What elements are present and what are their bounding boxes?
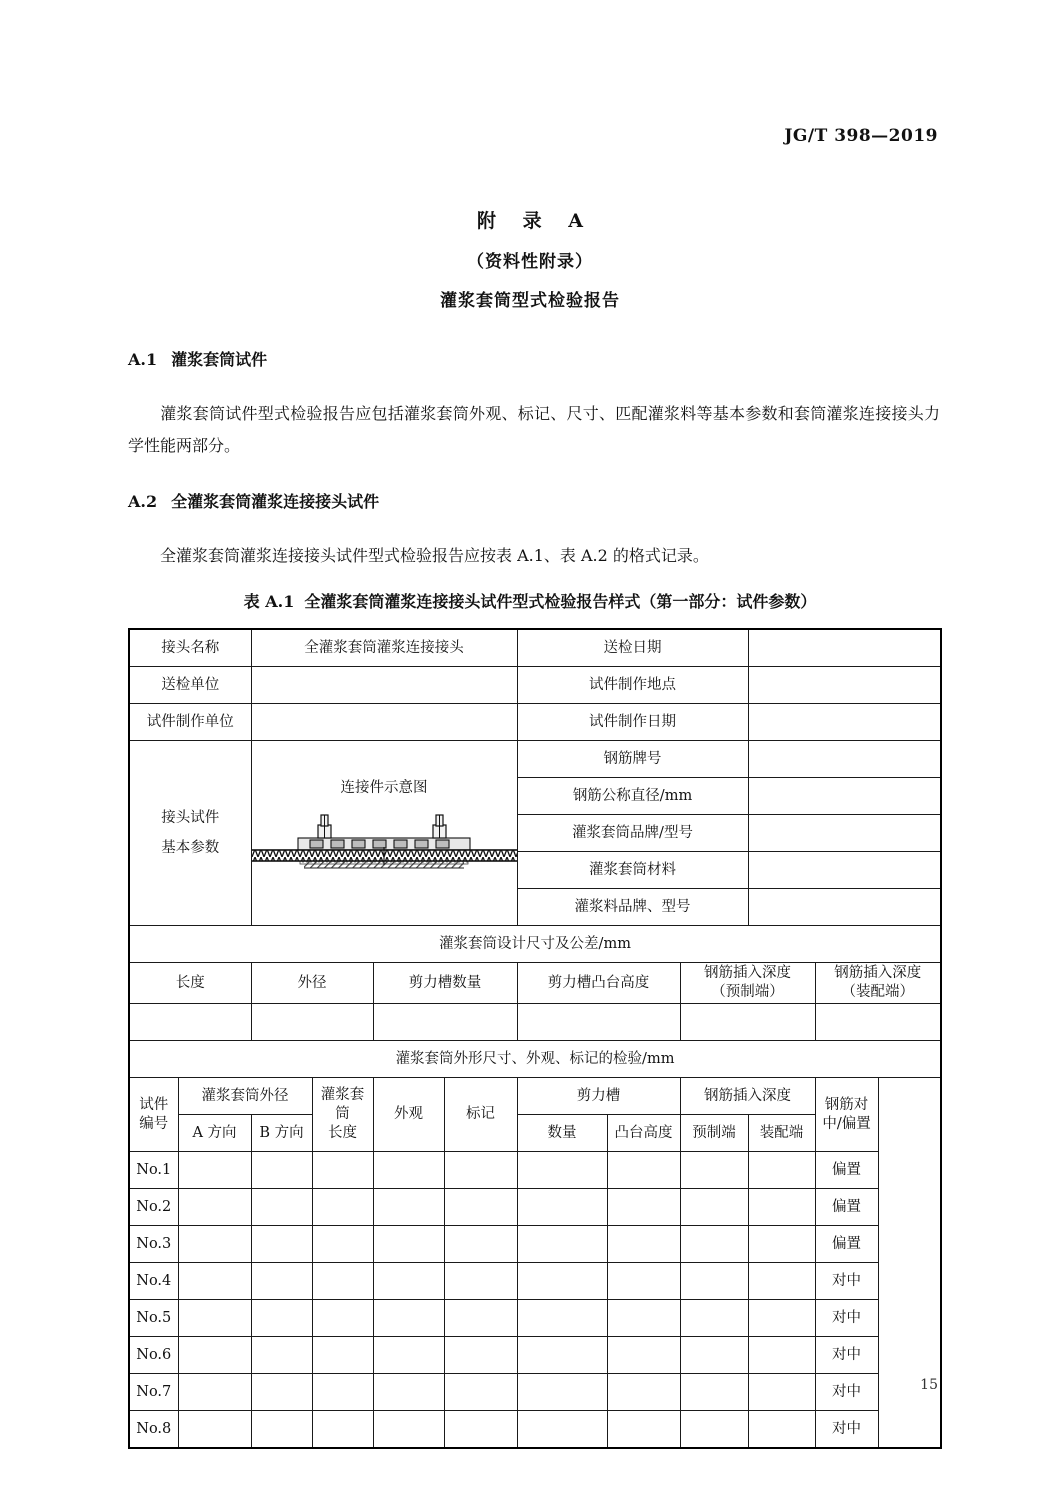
cell-no: No.5 [129, 1300, 178, 1337]
cell-shear_height[interactable] [607, 1374, 680, 1411]
cell-embed_assembly[interactable] [748, 1411, 815, 1449]
specimen-rows-body [129, 1152, 941, 1449]
value-design-embed-assembly[interactable] [815, 1004, 941, 1041]
section-heading-a2 [128, 489, 379, 512]
table-caption-number: 表 A.1 [243, 592, 295, 611]
cell-appearance[interactable] [373, 1152, 444, 1189]
label-specimen-date: 试件制作日期 [517, 704, 748, 741]
cell-alignment[interactable]: 对中 [815, 1263, 878, 1300]
label-basic-parameters-line1: 接头试件 [161, 810, 220, 826]
header-design-shear-height-line1: 剪力槽凸台高度 [547, 974, 650, 991]
form-table [128, 628, 942, 1449]
header-design-embed-assembly-line1: 钢筋插入深度 [834, 965, 922, 981]
cell-length[interactable] [312, 1300, 373, 1337]
cell-outer_b[interactable] [251, 1337, 312, 1374]
form-row-specimen-maker [129, 704, 941, 741]
band-inspection: 灌浆套筒外形尺寸、外观、标记的检验/mm [129, 1041, 941, 1078]
value-specimen-place[interactable] [748, 667, 941, 704]
table-row [129, 1411, 941, 1449]
header-appearance: 外观 [373, 1078, 444, 1152]
cell-shear_count[interactable] [517, 1337, 607, 1374]
cell-shear_count[interactable] [517, 1263, 607, 1300]
header-design-embed-assembly-line2: （装配端） [841, 984, 915, 1000]
cell-embed_precast[interactable] [680, 1411, 748, 1449]
header-embed-group: 钢筋插入深度 [680, 1078, 815, 1115]
header-design-shear-count-line1: 剪力槽数量 [408, 974, 482, 991]
header-specimen-no [129, 1078, 178, 1152]
label-basic-parameters-line2: 基本参数 [161, 840, 220, 856]
cell-no: No.3 [129, 1226, 178, 1263]
cell-outer_b[interactable] [251, 1263, 312, 1300]
table-row [129, 1189, 941, 1226]
header-shear-height: 凸台高度 [607, 1115, 680, 1152]
cell-no: No.7 [129, 1374, 178, 1411]
annex-label: 附 录 A [477, 210, 593, 232]
band-design-dimensions: 灌浆套筒设计尺寸及公差/mm [129, 926, 941, 963]
cell-marking[interactable] [444, 1300, 517, 1337]
header-sleeve-length [312, 1078, 373, 1152]
value-specimen-maker[interactable] [251, 704, 517, 741]
form-row-design-values [129, 1004, 941, 1041]
cell-appearance[interactable] [373, 1300, 444, 1337]
cell-outer_b[interactable] [251, 1226, 312, 1263]
cell-alignment[interactable]: 偏置 [815, 1189, 878, 1226]
header-outer-diameter-b: B 方向 [251, 1115, 312, 1152]
cell-outer_a[interactable] [178, 1411, 251, 1449]
cell-alignment[interactable]: 对中 [815, 1300, 878, 1337]
header-design-shear-count [373, 963, 517, 1004]
cell-shear_count[interactable] [517, 1374, 607, 1411]
cell-marking[interactable] [444, 1152, 517, 1189]
header-embed-precast: 预制端 [680, 1115, 748, 1152]
section-paragraph-a2 [128, 540, 940, 572]
cell-embed_precast[interactable] [680, 1263, 748, 1300]
header-outer-diameter-a: A 方向 [178, 1115, 251, 1152]
cell-length[interactable] [312, 1226, 373, 1263]
table-caption [0, 589, 1060, 612]
cell-outer_b[interactable] [251, 1189, 312, 1226]
header-sleeve-length-line1: 灌浆套筒 [320, 1087, 365, 1122]
section-paragraph-a2-text: 全灌浆套筒灌浆连接接头试件型式检验报告应按表 A.1、表 A.2 的格式记录。 [160, 546, 709, 565]
cell-embed_precast[interactable] [680, 1189, 748, 1226]
label-grout-brand-model: 灌浆料品牌、型号 [517, 889, 748, 926]
cell-shear_count[interactable] [517, 1152, 607, 1189]
cell-length[interactable] [312, 1374, 373, 1411]
cell-embed_precast[interactable] [680, 1337, 748, 1374]
form-row-inspect-header-1 [129, 1078, 941, 1115]
table-row [129, 1374, 941, 1411]
header-shear-group: 剪力槽 [517, 1078, 680, 1115]
header-outer-diameter-group: 灌浆套筒外径 [178, 1078, 312, 1115]
cell-shear_height[interactable] [607, 1226, 680, 1263]
header-shear-count: 数量 [517, 1115, 607, 1152]
cell-embed_assembly[interactable] [748, 1374, 815, 1411]
cell-embed_assembly[interactable] [748, 1226, 815, 1263]
label-sleeve-material: 灌浆套筒材料 [517, 852, 748, 889]
cell-outer_a[interactable] [178, 1189, 251, 1226]
label-rebar-grade: 钢筋牌号 [517, 741, 748, 778]
section-number-a2: A.2 [128, 492, 158, 511]
cell-marking[interactable] [444, 1189, 517, 1226]
table-row [129, 1263, 941, 1300]
cell-no: No.2 [129, 1189, 178, 1226]
cell-marking[interactable] [444, 1337, 517, 1374]
cell-no: No.6 [129, 1337, 178, 1374]
value-design-shear-count[interactable] [373, 1004, 517, 1041]
header-design-outer-diameter-line1: 外径 [297, 974, 327, 991]
header-alignment-line2: 中/偏置 [822, 1115, 871, 1132]
header-alignment-line1: 钢筋对 [824, 1096, 869, 1113]
cell-appearance[interactable] [373, 1411, 444, 1449]
cell-shear_count[interactable] [517, 1189, 607, 1226]
value-rebar-diameter[interactable] [748, 778, 941, 815]
header-design-embed-assembly [815, 963, 941, 1004]
value-rebar-grade[interactable] [748, 741, 941, 778]
cell-outer_a[interactable] [178, 1337, 251, 1374]
header-alignment [815, 1078, 878, 1152]
page-number: 15 [920, 1377, 938, 1393]
cell-outer_a[interactable] [178, 1152, 251, 1189]
cell-embed_assembly[interactable] [748, 1337, 815, 1374]
form-row-submitting-unit [129, 667, 941, 704]
diagram-title: 连接件示意图 [340, 780, 428, 796]
cell-appearance[interactable] [373, 1337, 444, 1374]
cell-alignment[interactable]: 对中 [815, 1411, 878, 1449]
cell-appearance[interactable] [373, 1374, 444, 1411]
cell-appearance[interactable] [373, 1226, 444, 1263]
label-submission-date: 送检日期 [517, 629, 748, 667]
header-design-embed-precast [680, 963, 815, 1004]
header-design-shear-height [517, 963, 680, 1004]
cell-shear_height[interactable] [607, 1189, 680, 1226]
value-joint-name[interactable]: 全灌浆套筒灌浆连接接头 [251, 629, 517, 667]
section-paragraph-a1-text: 灌浆套筒试件型式检验报告应包括灌浆套筒外观、标记、尺寸、匹配灌浆料等基本参数和套筒灌浆连接接头力学性能两部分。 [128, 404, 940, 455]
label-submitting-unit: 送检单位 [129, 667, 251, 704]
header-sleeve-length-line2: 长度 [328, 1125, 357, 1141]
label-specimen-place: 试件制作地点 [517, 667, 748, 704]
cell-length[interactable] [312, 1337, 373, 1374]
form-row-joint-name [129, 629, 941, 667]
value-grout-brand-model[interactable] [748, 889, 941, 926]
form-row-param-1 [129, 741, 941, 778]
form-row-inspect-band [129, 1041, 941, 1078]
cell-embed_assembly[interactable] [748, 1152, 815, 1189]
cell-shear_height[interactable] [607, 1152, 680, 1189]
cell-embed_assembly[interactable] [748, 1189, 815, 1226]
annex-title-block [0, 206, 1060, 311]
value-design-shear-height[interactable] [517, 1004, 680, 1041]
cell-shear_height[interactable] [607, 1411, 680, 1449]
annex-subject: 灌浆套筒型式检验报告 [440, 291, 620, 311]
table-row [129, 1226, 941, 1263]
cell-appearance[interactable] [373, 1189, 444, 1226]
cell-embed_precast[interactable] [680, 1226, 748, 1263]
cell-appearance[interactable] [373, 1263, 444, 1300]
header-design-embed-precast-line1: 钢筋插入深度 [704, 965, 792, 981]
cell-shear_count[interactable] [517, 1411, 607, 1449]
form-row-design-headers [129, 963, 941, 1004]
cell-embed_precast[interactable] [680, 1152, 748, 1189]
cell-outer_a[interactable] [178, 1300, 251, 1337]
header-design-embed-precast-line2: （预制端） [711, 984, 784, 1000]
table-row [129, 1337, 941, 1374]
cell-outer_b[interactable] [251, 1374, 312, 1411]
cell-shear_height[interactable] [607, 1300, 680, 1337]
grouting-sleeve-cross-section-icon [251, 809, 517, 877]
cell-length[interactable] [312, 1152, 373, 1189]
annex-type: （资料性附录） [467, 252, 593, 272]
cell-marking[interactable] [444, 1411, 517, 1449]
cell-outer_a[interactable] [178, 1374, 251, 1411]
label-specimen-maker: 试件制作单位 [129, 704, 251, 741]
section-number-a1: A.1 [128, 350, 158, 369]
value-sleeve-material[interactable] [748, 852, 941, 889]
cell-shear_count[interactable] [517, 1300, 607, 1337]
label-basic-parameters [129, 741, 251, 926]
cell-outer_b[interactable] [251, 1152, 312, 1189]
header-design-length-line1: 长度 [175, 974, 205, 991]
header-embed-assembly: 装配端 [748, 1115, 815, 1152]
standard-code-header: JG/T 398—2019 [784, 126, 938, 146]
section-heading-a1 [128, 347, 267, 370]
cell-embed_assembly[interactable] [748, 1300, 815, 1337]
cell-length[interactable] [312, 1263, 373, 1300]
table-row [129, 1300, 941, 1337]
section-title-a1: 灌浆套筒试件 [171, 350, 268, 369]
cell-length[interactable] [312, 1411, 373, 1449]
type-inspection-report-form [128, 628, 940, 1449]
table-row [129, 1152, 941, 1189]
cell-alignment[interactable]: 偏置 [815, 1226, 878, 1263]
value-specimen-date[interactable] [748, 704, 941, 741]
header-specimen-no-line1: 试件 [139, 1096, 169, 1113]
cell-shear_height[interactable] [607, 1337, 680, 1374]
cell-shear_height[interactable] [607, 1263, 680, 1300]
label-joint-name: 接头名称 [129, 629, 251, 667]
connector-schematic-cell [251, 741, 517, 926]
header-design-length [129, 963, 251, 1004]
cell-embed_precast[interactable] [680, 1374, 748, 1411]
value-sleeve-brand-model[interactable] [748, 815, 941, 852]
cell-outer_a[interactable] [178, 1263, 251, 1300]
cell-outer_b[interactable] [251, 1300, 312, 1337]
value-design-outer-diameter[interactable] [251, 1004, 373, 1041]
cell-marking[interactable] [444, 1226, 517, 1263]
label-rebar-diameter: 钢筋公称直径/mm [517, 778, 748, 815]
cell-outer_a[interactable] [178, 1226, 251, 1263]
cell-alignment[interactable]: 对中 [815, 1337, 878, 1374]
table-caption-text: 全灌浆套筒灌浆连接接头试件型式检验报告样式（第一部分：试件参数） [304, 592, 817, 611]
cell-length[interactable] [312, 1189, 373, 1226]
cell-marking[interactable] [444, 1263, 517, 1300]
section-paragraph-a1 [128, 398, 940, 462]
cell-no: No.8 [129, 1411, 178, 1449]
value-submission-date[interactable] [748, 629, 941, 667]
cell-no: No.1 [129, 1152, 178, 1189]
form-row-design-band [129, 926, 941, 963]
cell-alignment[interactable]: 偏置 [815, 1152, 878, 1189]
cell-alignment[interactable]: 对中 [815, 1374, 878, 1411]
value-design-embed-precast[interactable] [680, 1004, 815, 1041]
cell-marking[interactable] [444, 1374, 517, 1411]
cell-embed_precast[interactable] [680, 1300, 748, 1337]
value-design-length[interactable] [129, 1004, 251, 1041]
header-design-outer-diameter [251, 963, 373, 1004]
header-specimen-no-line2: 编号 [139, 1115, 169, 1132]
cell-shear_count[interactable] [517, 1226, 607, 1263]
cell-outer_b[interactable] [251, 1411, 312, 1449]
label-sleeve-brand-model: 灌浆套筒品牌/型号 [517, 815, 748, 852]
header-marking: 标记 [444, 1078, 517, 1152]
value-submitting-unit[interactable] [251, 667, 517, 704]
section-title-a2: 全灌浆套筒灌浆连接接头试件 [171, 492, 380, 511]
cell-embed_assembly[interactable] [748, 1263, 815, 1300]
cell-no: No.4 [129, 1263, 178, 1300]
